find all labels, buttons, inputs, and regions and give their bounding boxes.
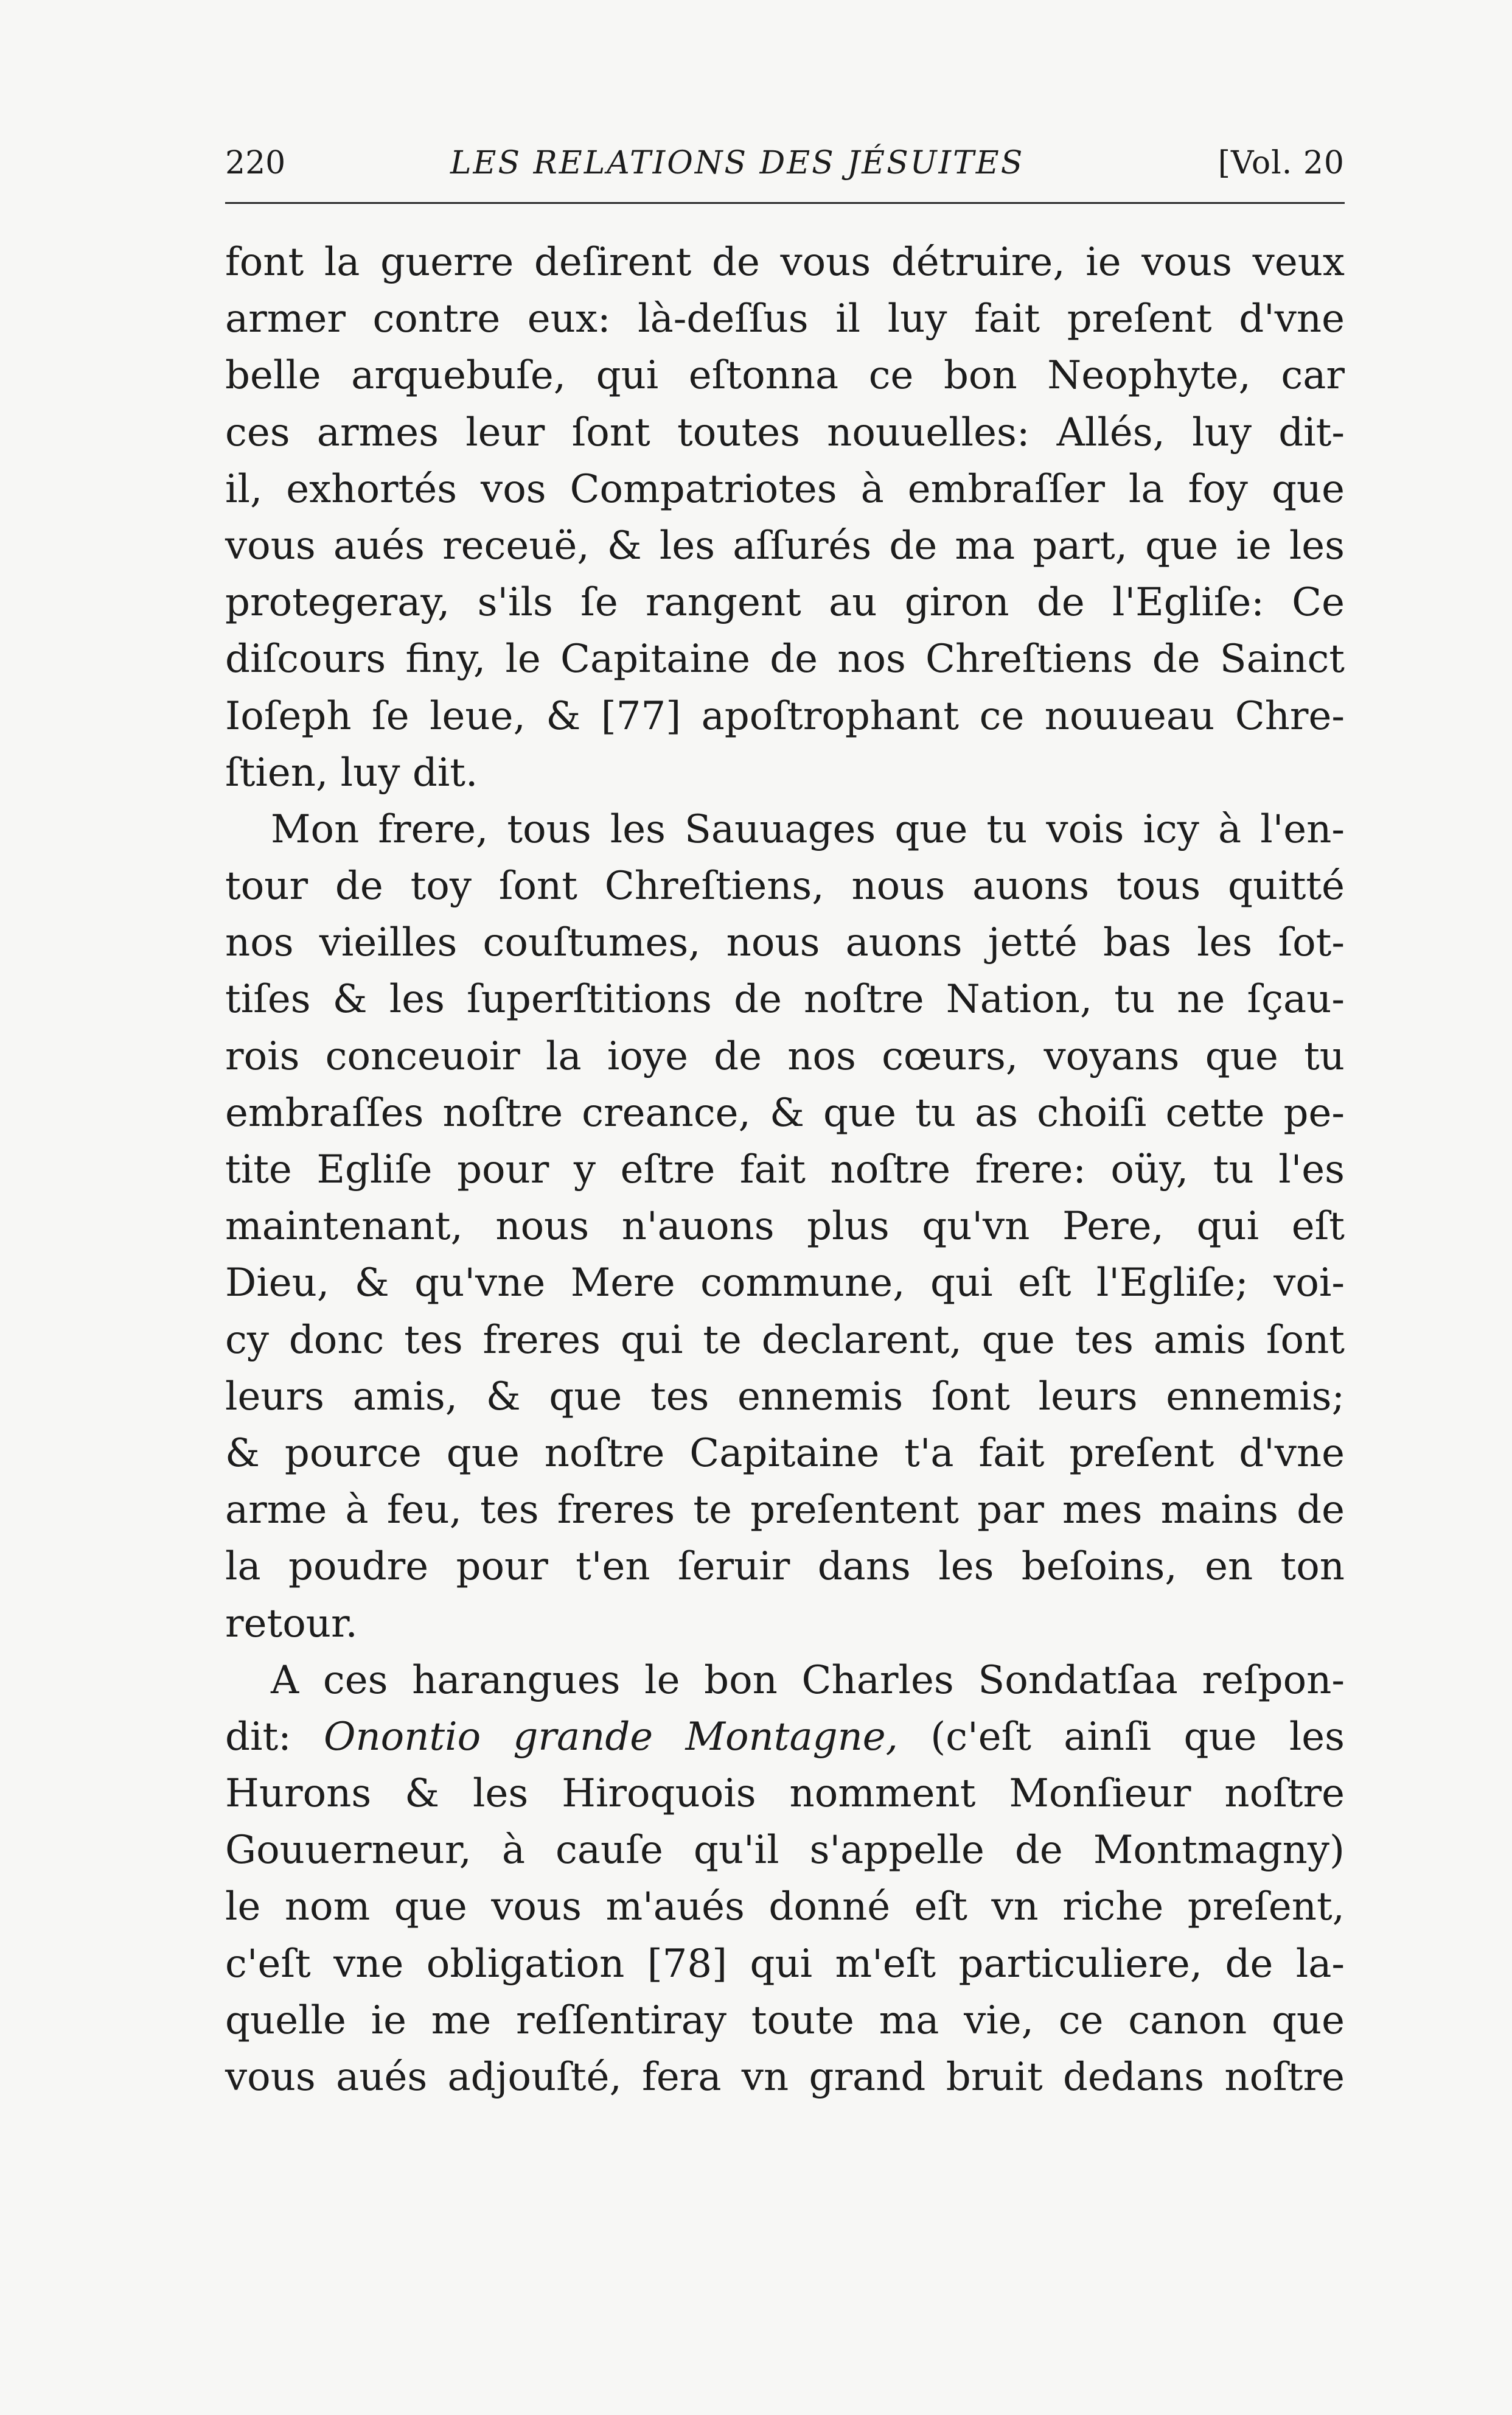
- text-line: ſtien, luy dit.: [225, 750, 478, 795]
- text-line: diſcours finy, le Capitaine de nos Chreſtiens de Sainct: [225, 637, 1345, 682]
- text-line: font la guerre deſirent de vous détruire, ie vous veux: [225, 240, 1345, 285]
- text-line: ces armes leur ſont toutes nouuelles: Allés, luy dit-: [225, 410, 1345, 455]
- running-title: LES RELATIONS DES JÉSUITES: [450, 145, 1025, 181]
- text-line: leurs amis, & que tes ennemis ſont leurs ennemis;: [225, 1374, 1345, 1419]
- text-line: quelle ie me reſſentiray toute ma vie, ce canon que: [225, 1997, 1345, 2043]
- text-line: vous aués adjouſté, fera vn grand bruit dedans noſtre: [225, 2055, 1345, 2100]
- volume-label: [Vol. 20: [1218, 145, 1345, 181]
- text-line: embraſſes noſtre creance, & que tu as choiſi cette pe-: [225, 1090, 1345, 1136]
- text-line: tour de toy ſont Chreſtiens, nous auons tous quitté: [225, 864, 1345, 909]
- text-line: armer contre eux: là-deſſus il luy fait preſent d'vne: [225, 296, 1345, 342]
- paragraph-start: Mon frere, tous les Sauuages que tu vois icy à l'en-: [271, 806, 1345, 852]
- header-rule: [225, 202, 1345, 204]
- page-number: 220: [225, 145, 286, 181]
- text-line: tite Egliſe pour y eſtre fait noſtre frere: oüy, tu l'es: [225, 1147, 1345, 1192]
- text-line: le nom que vous m'aués donné eſt vn riche preſent,: [225, 1884, 1345, 1930]
- paragraph-start: A ces harangues le bon Charles Sondatſaa reſpon-: [271, 1657, 1345, 1703]
- text-line: vous aués receuë, & les aſſurés de ma part, que ie les: [225, 523, 1345, 568]
- text-line: rois conceuoir la ioye de nos cœurs, voyans que tu: [225, 1033, 1345, 1079]
- italic-phrase: Onontio grande Montagne,: [323, 1714, 899, 1760]
- text-line: retour.: [225, 1601, 358, 1646]
- text-line: il, exhortés vos Compatriotes à embraſſer la foy que: [225, 466, 1345, 512]
- body-text: [225, 234, 1345, 2106]
- text-line: arme à feu, tes freres te preſentent par mes mains de: [225, 1487, 1345, 1533]
- page-header: [225, 139, 1345, 187]
- text-line: belle arquebuſe, qui eſtonna ce bon Neophyte, car: [225, 353, 1345, 399]
- text-line: Gouuerneur, à cauſe qu'il s'appelle de Montmagny): [225, 1828, 1345, 1873]
- text-segment: (c'eſt ainſi que les: [930, 1714, 1345, 1760]
- text-line: maintenant, nous n'auons plus qu'vn Pere, qui eſt: [225, 1204, 1345, 1249]
- text-line: la poudre pour t'en ſeruir dans les beſoins, en ton: [225, 1544, 1345, 1590]
- text-line-mixed: [225, 1709, 1345, 1766]
- text-line: cy donc tes freres qui te declarent, que tes amis ſont: [225, 1317, 1345, 1363]
- text-line: & pource que noſtre Capitaine t'a fait preſent d'vne: [225, 1430, 1345, 1476]
- text-segment: dit:: [225, 1714, 291, 1760]
- text-line: Hurons & les Hiroquois nomment Monſieur noſtre: [225, 1771, 1345, 1817]
- text-line: protegeray, s'ils ſe rangent au giron de l'Egliſe: Ce: [225, 580, 1345, 626]
- text-line: tiſes & les ſuperſtitions de noſtre Nation, tu ne ſçau-: [225, 977, 1345, 1022]
- text-line: Ioſeph ſe leue, & [77] apoſtrophant ce nouueau Chre-: [225, 693, 1345, 739]
- text-line: c'eſt vne obligation [78] qui m'eſt particuliere, de la-: [225, 1941, 1345, 1987]
- text-line: Dieu, & qu'vne Mere commune, qui eſt l'Egliſe; voi-: [225, 1260, 1345, 1306]
- text-line: nos vieilles couſtumes, nous auons jetté bas les ſot-: [225, 920, 1345, 966]
